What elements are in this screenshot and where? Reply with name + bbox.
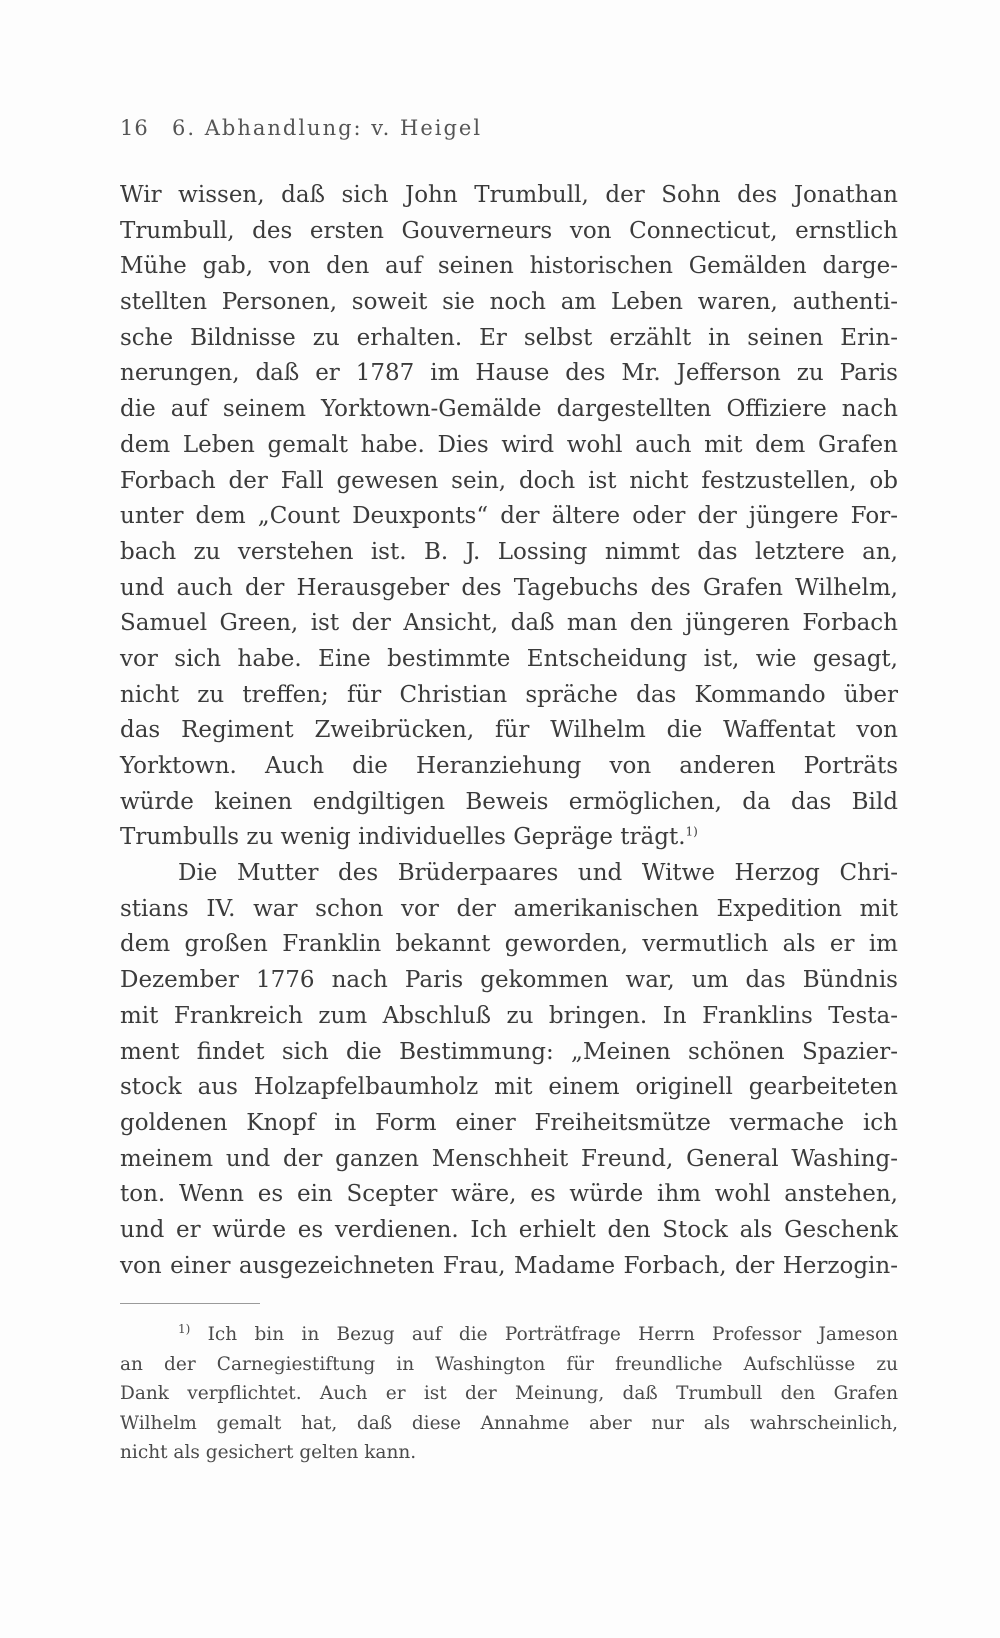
text-line: mit Frankreich zum Abschluß zu bringen. In Franklins Testa- (120, 1002, 898, 1029)
text-line: stock aus Holzapfelbaumholz mit einem originell gearbeiteten (120, 1074, 898, 1101)
text-line: Mühe gab, von den auf seinen historischen Gemälden darge- (120, 253, 898, 280)
paragraph-start-line: Die Mutter des Brüderpaares und Witwe Herzog Chri- (178, 860, 898, 887)
text-line: dem Leben gemalt habe. Dies wird wohl auch mit dem Grafen (120, 431, 898, 458)
text-line: goldenen Knopf in Form einer Freiheitsmütze vermache ich (120, 1109, 898, 1136)
footnote-line: nicht als gesichert gelten kann. (120, 1442, 417, 1464)
footnote-line: Wilhelm gemalt hat, daß diese Annahme aber nur als wahrscheinlich, (120, 1412, 898, 1434)
text-line-with-footnote-ref (120, 820, 898, 856)
footnote-first-line (120, 1320, 898, 1350)
text-line: würde keinen endgiltigen Beweis ermöglichen, da das Bild (120, 788, 898, 815)
text-line: ton. Wenn es ein Scepter wäre, es würde ihm wohl anstehen, (120, 1181, 898, 1208)
text-line: stellten Personen, soweit sie noch am Leben waren, authenti- (120, 289, 898, 316)
text-line: Yorktown. Auch die Heranziehung von anderen Porträts (120, 753, 898, 779)
text-line-content: Trumbulls zu wenig individuelles Gepräge trägt. (120, 824, 686, 851)
text-line: Wir wissen, daß sich John Trumbull, der Sohn des Jonathan (120, 182, 898, 208)
text-line: stians IV. war schon vor der amerikanischen Expedition mit (120, 895, 898, 922)
text-line: bach zu verstehen ist. B. J. Lossing nimmt das letztere an, (120, 538, 898, 565)
text-line: dem großen Franklin bekannt geworden, vermutlich als er im (120, 931, 898, 958)
footnote-divider (120, 1303, 260, 1304)
page-header (120, 116, 640, 146)
footnote-reference[interactable]: 1) (685, 824, 698, 839)
text-line: sche Bildnisse zu erhalten. Er selbst erzählt in seinen Erin- (120, 324, 898, 351)
text-line: nerungen, daß er 1787 im Hause des Mr. Jefferson zu Paris (120, 360, 898, 387)
text-line: unter dem „Count Deuxponts“ der ältere oder der jüngere For- (120, 503, 898, 530)
text-line: die auf seinem Yorktown-Gemälde dargestellten Offiziere nach (120, 396, 898, 423)
text-line: und er würde es verdienen. Ich erhielt den Stock als Geschenk (120, 1216, 898, 1243)
text-line: Forbach der Fall gewesen sein, doch ist nicht festzustellen, ob (120, 467, 898, 494)
text-line: das Regiment Zweibrücken, für Wilhelm die Waffentat von (120, 717, 898, 744)
text-line: von einer ausgezeichneten Frau, Madame Forbach, der Herzogin- (120, 1252, 898, 1279)
footnote-line-content: Ich bin in Bezug auf die Porträtfrage Herrn Professor Jameson (207, 1324, 898, 1345)
footnote-block (120, 1320, 898, 1468)
text-line: und auch der Herausgeber des Tagebuchs des Grafen Wilhelm, (120, 574, 898, 601)
text-line: meinem und der ganzen Menschheit Freund, General Washing- (120, 1145, 898, 1172)
text-line: ment findet sich die Bestimmung: „Meinen schönen Spazier- (120, 1038, 898, 1065)
footnote-marker: 1) (178, 1321, 191, 1336)
text-line: nicht zu treffen; für Christian spräche das Kommando über (120, 681, 898, 708)
page-number: 16 (120, 116, 149, 140)
footnote-line: Dank verpflichtet. Auch er ist der Meinung, daß Trumbull den Grafen (120, 1383, 898, 1405)
footnote-line: an der Carnegiestiftung in Washington für freundliche Aufschlüsse zu (120, 1353, 898, 1375)
text-line: vor sich habe. Eine bestimmte Entscheidung ist, wie gesagt, (120, 645, 898, 672)
text-line: Trumbull, des ersten Gouverneurs von Connecticut, ernstlich (120, 217, 898, 244)
text-line: Dezember 1776 nach Paris gekommen war, um das Bündnis (120, 967, 898, 994)
running-title: 6. Abhandlung: v. Heigel (172, 116, 483, 140)
main-text (120, 178, 898, 1284)
text-line: Samuel Green, ist der Ansicht, daß man den jüngeren Forbach (120, 610, 898, 637)
